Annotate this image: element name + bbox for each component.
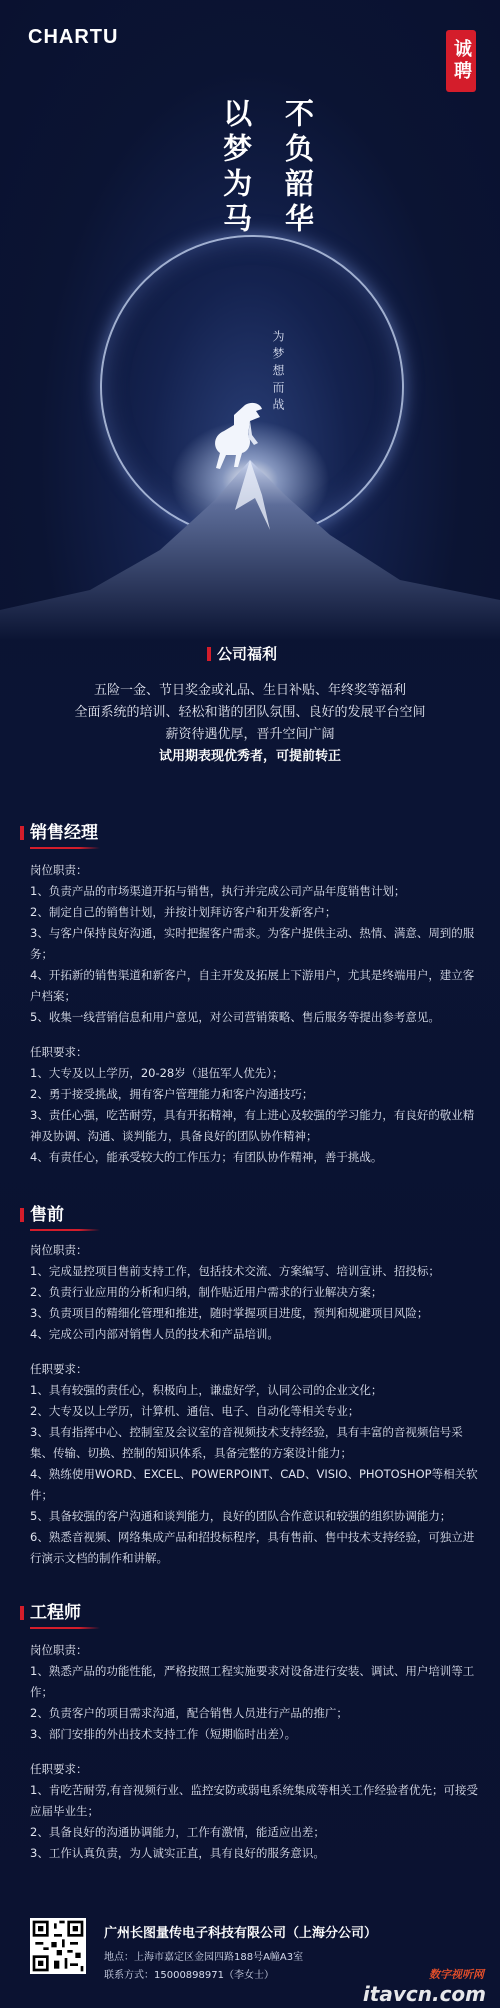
slogan-line-2: 不负韶华 [281,98,315,238]
welfare-highlight: 试用期表现优秀者，可提前转正 [158,749,341,764]
list-item: 2、勇于接受挑战，拥有客户管理能力和客户沟通技巧； [30,1087,314,1101]
heading-marker [207,647,211,661]
req-title: 任职要求： [30,1762,88,1776]
heading-marker [20,826,24,840]
list-item: 6、熟悉音视频、网络集成产品和招投标程序，具有售前、售中技术支持经验，可独立进行演示文档的制作和讲解。 [30,1530,475,1565]
footer [0,1910,500,2008]
welfare-line: 五险一金、节日奖金或礼品、生日补贴、年终奖等福利 [93,683,406,698]
section-heading-engineer [20,1598,100,1629]
list-item: 1、熟悉产品的功能性能，严格按照工程实施要求对设备进行安装、调试、用户培训等工作； [30,1664,475,1699]
section-title: 工程师 [30,1603,81,1623]
slogan-line-1: 以梦为马 [219,98,254,238]
req-title: 任职要求： [30,1362,88,1376]
welfare-list [0,680,500,768]
hiring-badge: 诚聘 [446,30,476,92]
company-name: 广州长图量传电子科技有限公司（上海分公司） [104,1926,378,1941]
welfare-line: 全面系统的培训、轻松和谐的团队氛围、良好的发展平台空间 [74,705,426,720]
heading-marker [20,1208,24,1222]
list-item: 1、肯吃苦耐劳,有音视频行业、监控安防或弱电系统集成等相关工作经验者优先；可接受应届毕业生； [30,1783,478,1818]
watermark-cn: 数字视听网 [429,1968,484,1981]
list-item: 3、部门安排的外出技术支持工作（短期临时出差）。 [30,1727,297,1741]
heading-underline [30,1229,100,1231]
duty-title: 岗位职责： [30,1243,88,1257]
section-title: 销售经理 [30,823,98,843]
section-heading-presales [20,1200,100,1231]
watermark-en: itavcn.com [362,1982,486,2006]
section-heading-sales [20,818,100,849]
sales-content [30,860,478,1168]
list-item: 2、制定自己的销售计划，并按计划拜访客户和开发新客户； [30,905,337,919]
list-item: 5、收集一线营销信息和用户意见，对公司营销策略、售后服务等提出参考意见。 [30,1010,440,1024]
list-item: 4、有责任心，能承受较大的工作压力；有团队协作精神，善于挑战。 [30,1150,383,1164]
brand-logo: CHARTU [28,26,119,48]
engineer-content [30,1640,478,1864]
company-address: 地点：上海市嘉定区金园四路188号A幢A3室 [104,1952,304,1963]
hero-banner [0,0,500,640]
duty-title: 岗位职责： [30,863,88,877]
welfare-heading [207,643,277,664]
welfare-line: 薪资待遇优厚，晋升空间广阔 [165,727,335,742]
req-title: 任职要求： [30,1045,88,1059]
heading-underline [30,1627,100,1629]
duty-title: 岗位职责： [30,1643,88,1657]
list-item: 1、负责产品的市场渠道开拓与销售，执行并完成公司产品年度销售计划； [30,884,406,898]
list-item: 3、与客户保持良好沟通，实时把握客户需求。为客户提供主动、热情、满意、周到的服务； [30,926,475,961]
list-item: 1、大专及以上学历，20-28岁（退伍军人优先）； [30,1066,284,1080]
list-item: 1、完成显控项目售前支持工作，包括技术交流、方案编写、培训宣讲、招投标； [30,1264,440,1278]
list-item: 4、开拓新的销售渠道和新客户，自主开发及拓展上下游用户，尤其是终端用户，建立客户档案； [30,968,475,1003]
list-item: 2、负责客户的项目需求沟通，配合销售人员进行产品的推广； [30,1706,348,1720]
sub-slogan: 为梦想而战 [271,330,285,415]
list-item: 2、具备良好的沟通协调能力，工作有激情，能适应出差； [30,1825,325,1839]
list-item: 3、责任心强，吃苦耐劳，具有开拓精神，有上进心及较强的学习能力，有良好的敬业精神及协调、沟通、谈判能力，具备良好的团队协作精神； [30,1108,475,1143]
list-item: 3、工作认真负责，为人诚实正直，具有良好的服务意识。 [30,1846,325,1860]
contact-phone: 联系方式：15000898971（李女士） [104,1970,274,1981]
horse-icon [190,395,280,485]
list-item: 3、负责项目的精细化管理和推进，随时掌握项目进度，预判和规避项目风险； [30,1306,429,1320]
presales-content [30,1240,478,1569]
welfare-heading-text: 公司福利 [217,645,278,663]
list-item: 2、负责行业应用的分析和归纳，制作贴近用户需求的行业解决方案； [30,1285,383,1299]
list-item: 2、大专及以上学历，计算机、通信、电子、自动化等相关专业； [30,1404,360,1418]
heading-marker [20,1606,24,1620]
heading-underline [30,847,100,849]
list-item: 3、具有指挥中心、控制室及会议室的音视频技术支持经验，具有丰富的音视频信号采集、传输、切换、控制的知识体系，具备完整的方案设计能力； [30,1425,463,1460]
list-item: 4、熟练使用WORD、EXCEL、POWERPOINT、CAD、VISIO、PHOTOSHOP等相关软件； [30,1467,478,1502]
qr-code-icon[interactable] [30,1918,86,1974]
list-item: 1、具有较强的责任心，积极向上，谦虚好学，认同公司的企业文化； [30,1383,383,1397]
list-item: 4、完成公司内部对销售人员的技术和产品培训。 [30,1327,279,1341]
section-title: 售前 [30,1205,64,1225]
list-item: 5、具备较强的客户沟通和谈判能力，良好的团队合作意识和较强的组织协调能力； [30,1509,452,1523]
